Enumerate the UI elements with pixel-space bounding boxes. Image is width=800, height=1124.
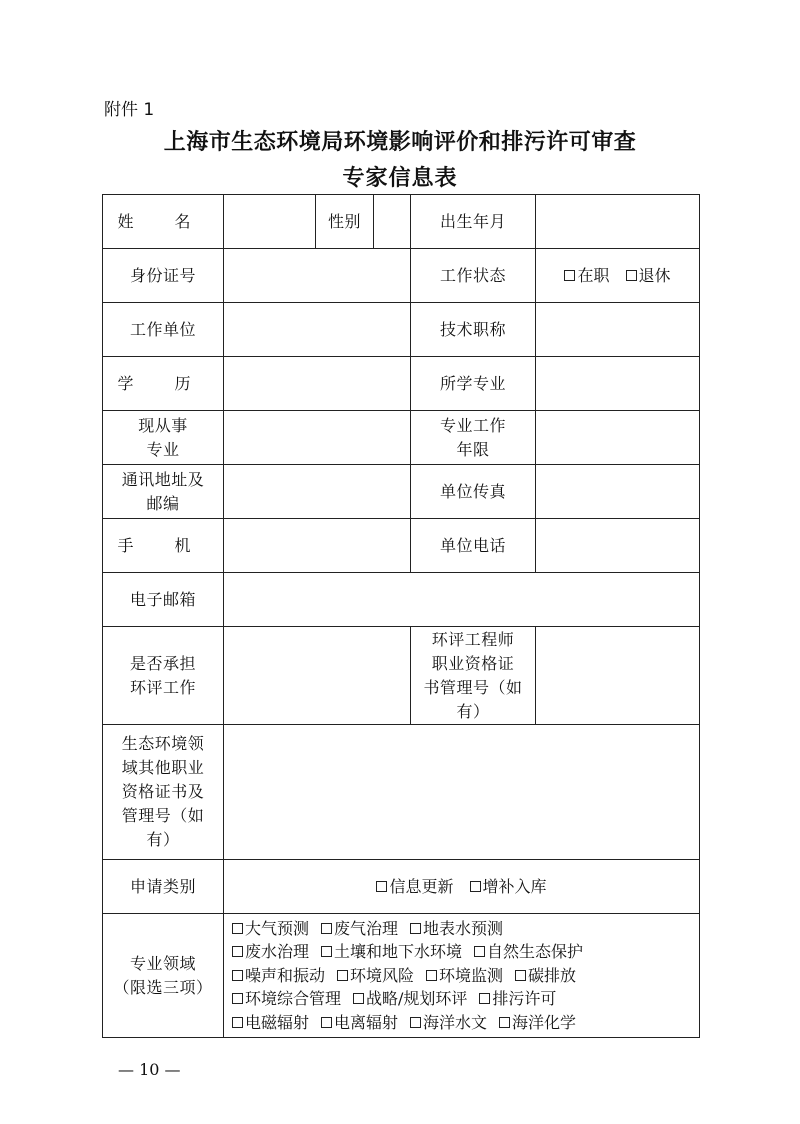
mobile-field[interactable] [224,519,411,573]
checkbox-icon [376,881,387,892]
field-option-row [232,940,691,964]
other-cert-label: 生态环境领 域其他职业 资格证书及 管理号（如 有） [103,725,224,860]
apply-type-label: 申请类别 [103,860,224,914]
tech-title-label: 技术职称 [411,303,536,357]
major-field[interactable] [536,357,700,411]
checkbox-icon [474,946,485,957]
work-status-option-employed[interactable]: 在职 [564,264,609,288]
name-label: 姓 名 [103,195,224,249]
field-option[interactable]: 海洋化学 [499,1011,576,1035]
birth-label: 出生年月 [411,195,536,249]
fax-field[interactable] [536,465,700,519]
email-label: 电子邮箱 [103,573,224,627]
checkbox-icon [353,993,364,1004]
field-option[interactable]: 大气预测 [232,917,309,941]
apply-type-options [224,860,700,914]
gender-field[interactable] [374,195,411,249]
eia-engineer-cert-field[interactable] [536,627,700,725]
checkbox-icon [479,993,490,1004]
address-label: 通讯地址及 邮编 [103,465,224,519]
eia-work-field[interactable] [224,627,411,725]
field-option[interactable]: 地表水预测 [410,917,503,941]
other-cert-field[interactable] [224,725,700,860]
apply-type-option-add[interactable]: 增补入库 [470,875,547,899]
major-label: 所学专业 [411,357,536,411]
checkbox-icon [470,881,481,892]
field-option[interactable]: 战略/规划环评 [353,987,467,1011]
education-label: 学 历 [103,357,224,411]
fax-label: 单位传真 [411,465,536,519]
phone-field[interactable] [536,519,700,573]
form-title-line1: 上海市生态环境局环境影响评价和排污许可审查 [163,129,637,155]
field-option-row [232,987,691,1011]
checkbox-icon [232,993,243,1004]
tech-title-field[interactable] [536,303,700,357]
apply-type-option-update[interactable]: 信息更新 [376,875,453,899]
field-option-row [232,964,691,988]
professional-fields-label: 专业领域 （限选三项） [103,914,224,1038]
id-number-field[interactable] [224,249,411,303]
id-number-label: 身份证号 [103,249,224,303]
checkbox-icon [410,923,421,934]
checkbox-icon [410,1017,421,1028]
checkbox-icon [232,970,243,981]
work-years-field[interactable] [536,411,700,465]
work-status-label: 工作状态 [411,249,536,303]
field-option[interactable]: 废水治理 [232,940,309,964]
attachment-label: 附件 1 [104,100,155,120]
checkbox-icon [515,970,526,981]
address-field[interactable] [224,465,411,519]
field-option[interactable]: 电磁辐射 [232,1011,309,1035]
field-option[interactable]: 环境风险 [337,964,414,988]
checkbox-icon [232,1017,243,1028]
field-option[interactable]: 排污许可 [479,987,556,1011]
field-option[interactable]: 电离辐射 [321,1011,398,1035]
professional-fields-options [224,914,700,1038]
email-field[interactable] [224,573,700,627]
gender-label: 性别 [316,195,374,249]
eia-work-label: 是否承担 环评工作 [103,627,224,725]
current-field-field[interactable] [224,411,411,465]
checkbox-icon [337,970,348,981]
field-option[interactable]: 环境综合管理 [232,987,341,1011]
name-field[interactable] [224,195,316,249]
checkbox-icon [426,970,437,981]
checkbox-icon [626,270,637,281]
field-option[interactable]: 废气治理 [321,917,398,941]
current-field-label: 现从事 专业 [103,411,224,465]
checkbox-icon [232,923,243,934]
checkbox-icon [321,946,332,957]
work-status-options [536,249,700,303]
form-title-line2: 专家信息表 [342,165,458,191]
field-option[interactable]: 碳排放 [515,964,576,988]
birth-field[interactable] [536,195,700,249]
checkbox-icon [232,946,243,957]
field-option-row [232,1011,691,1035]
checkbox-icon [321,923,332,934]
checkbox-icon [321,1017,332,1028]
field-option[interactable]: 噪声和振动 [232,964,325,988]
mobile-label: 手 机 [103,519,224,573]
phone-label: 单位电话 [411,519,536,573]
checkbox-icon [564,270,575,281]
work-unit-label: 工作单位 [103,303,224,357]
eia-engineer-cert-label: 环评工程师 职业资格证 书管理号（如 有） [411,627,536,725]
work-unit-field[interactable] [224,303,411,357]
field-option[interactable]: 海洋水文 [410,1011,487,1035]
field-option[interactable]: 环境监测 [426,964,503,988]
field-option[interactable]: 土壤和地下水环境 [321,940,462,964]
checkbox-icon [499,1017,510,1028]
field-option[interactable]: 自然生态保护 [474,940,583,964]
field-option-row [232,917,691,941]
work-status-option-retired[interactable]: 退休 [626,264,671,288]
page-number: — 10 — [118,1060,181,1079]
expert-info-table [102,194,700,1038]
work-years-label: 专业工作 年限 [411,411,536,465]
education-field[interactable] [224,357,411,411]
